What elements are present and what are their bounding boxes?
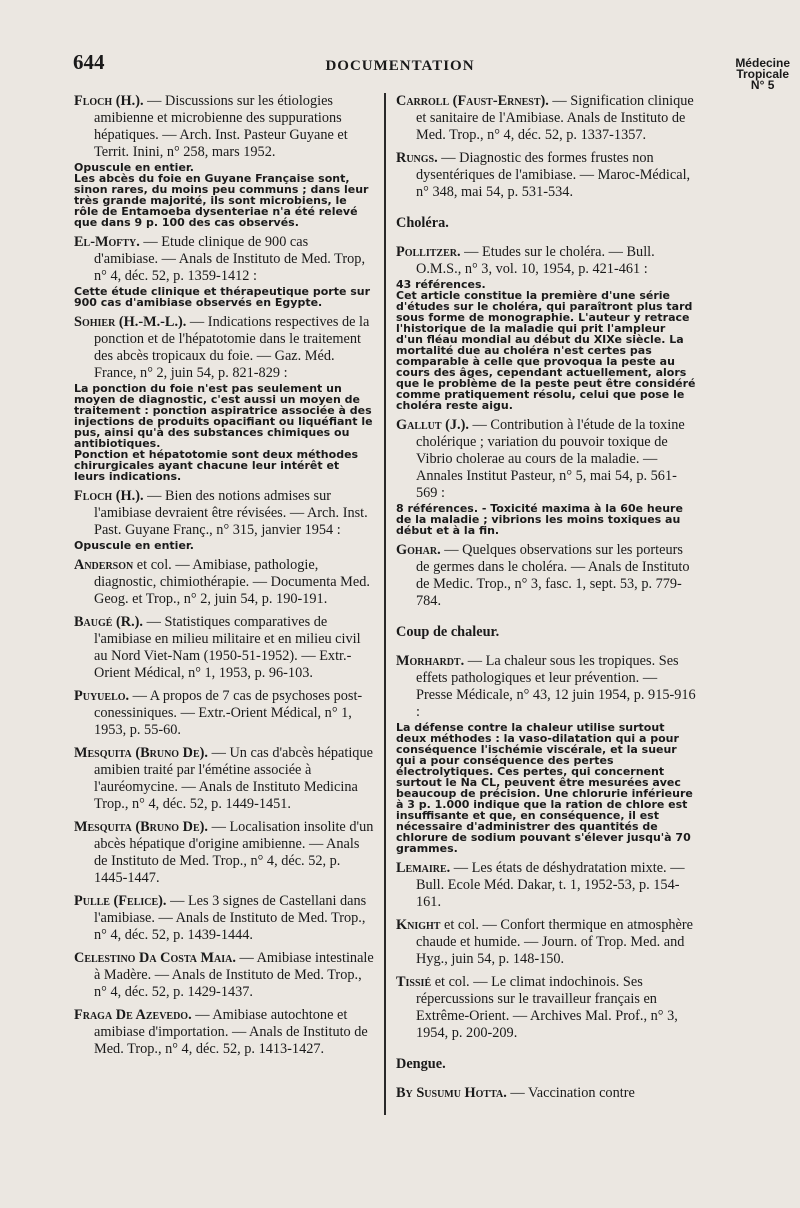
entry-text: — Les états de déshydratation mixte. — Bull. Ecole Méd. Dakar, t. 1, 1952-53, p. 154-161.	[416, 860, 685, 910]
right-entries-chaleur	[396, 653, 696, 1042]
entry-text: — Un cas d'abcès hépatique amibien traité par l'émétine associée à l'auréomycine. — Anals de Instituto Medicina Trop., n° 4, déc. 52, p. 1449-1451.	[94, 745, 373, 812]
citation	[74, 688, 374, 739]
page-number: 644	[73, 50, 105, 74]
bibliography-entry	[396, 860, 696, 911]
citation	[74, 93, 374, 161]
entry-text: — Localisation insolite d'un abcès hépatique d'origine amibienne. — Anals de Instituto de Med. Trop., n° 4, déc. 52, p. 1445-1447.	[94, 819, 374, 886]
section-heading-cholera: Choléra.	[396, 215, 449, 231]
entry-author: Gallut (J.).	[396, 417, 469, 433]
entry-author: By Susumu Hotta.	[396, 1085, 507, 1101]
page-header	[0, 0, 800, 100]
bibliography-entry	[396, 150, 696, 201]
citation	[396, 974, 696, 1042]
entry-author: Baugé (R.).	[74, 614, 143, 630]
entry-summary: Opuscule en entier.	[74, 539, 194, 552]
entry-author: Floch (H.).	[74, 93, 144, 109]
entry-text: — A propos de 7 cas de psychoses post-conessiniques. — Extr.-Orient Médical, n° 1, 1953, p. 55-60.	[94, 688, 363, 738]
entry-text: — Diagnostic des formes frustes non dysentériques de l'amibiase. — Maroc-Médical, n° 348, mai 54, p. 531-534.	[416, 150, 691, 200]
citation	[396, 917, 696, 968]
left-column	[74, 93, 374, 1064]
entry-text: — Quelques observations sur les porteurs de germes dans le choléra. — Anals de Instituto de Medic. Trop., n° 3, fasc. 1, sept. 53, p. 779-784.	[416, 542, 690, 609]
bibliography-entry	[74, 488, 374, 551]
bibliography-entry	[74, 614, 374, 682]
entry-text: — Discussions sur les étiologies amibienne et microbienne des suppurations hépatiques. — Arch. Inst. Pasteur Guyane et Territ. Inini, n° 258, mars 1952.	[94, 93, 348, 160]
entry-summary: La défense contre la chaleur utilise surtout deux méthodes : la vaso-dilatation qui a pour conséquence l'ischémie viscérale, et la sueur qui a pour conséquence des pertes électrolytiques. Ces pertes, qui concernent surtout le Na CL, peuvent être mesurées avec beaucoup de précision. Une chlorurie inférieure à 3 p. 1.000 indique que la ration de chlore est insuffisante et que, en conséquence, il est nécessaire d'administrer des quantités de chlorure de sodium pouvant s'élever jusqu'à 70 grammes.	[396, 721, 693, 855]
bibliography-entry	[74, 234, 374, 308]
citation	[74, 314, 374, 382]
running-title: DOCUMENTATION	[325, 58, 475, 74]
citation	[396, 653, 696, 721]
citation	[74, 893, 374, 944]
bibliography-entry	[74, 950, 374, 1001]
entry-author: Fraga De Azevedo.	[74, 1007, 192, 1023]
section-heading-coup-de-chaleur: Coup de chaleur.	[396, 624, 500, 640]
bibliography-entry	[396, 93, 696, 144]
entry-text: — La chaleur sous les tropiques. Ses effets pathologiques et leur prévention. — Presse Médicale, n° 43, 12 juin 1954, p. 915-916 :	[416, 653, 696, 720]
entry-text: et col. — Confort thermique en atmosphère chaude et humide. — Journ. of Trop. Med. and Hyg., juin 54, p. 148-150.	[416, 917, 693, 967]
bibliography-entry	[74, 557, 374, 608]
right-entries-dengue	[396, 1085, 696, 1102]
citation	[396, 860, 696, 911]
bibliography-entry	[74, 1007, 374, 1058]
entry-author: Anderson	[74, 557, 134, 573]
bibliography-entry	[74, 688, 374, 739]
citation	[74, 745, 374, 813]
bibliography-entry	[74, 745, 374, 813]
entry-text: — Amibiase autochtone et amibiase d'importation. — Anals de Instituto de Med. Trop., n° 4, déc. 52, p. 1413-1427.	[94, 1007, 368, 1057]
citation	[396, 1085, 696, 1102]
bibliography-entry	[396, 653, 696, 854]
entry-text: — Amibiase intestinale à Madère. — Anals de Instituto de Med. Trop., n° 4, déc. 52, p. 1429-1437.	[94, 950, 374, 1000]
entry-text: — Indications respectives de la ponction et de l'hépatotomie dans le traitement des abcès tropicaux du foie. — Gaz. Méd. France, n° 2, juin 54, p. 821-829 :	[94, 314, 370, 381]
entry-text: — Bien des notions admises sur l'amibiase devraient être révisées. — Arch. Inst. Past. Guyane Franç., n° 315, janvier 1954 :	[94, 488, 368, 538]
citation	[396, 542, 696, 610]
entry-text: — Etudes sur le choléra. — Bull. O.M.S., n° 3, vol. 10, 1954, p. 421-461 :	[416, 244, 655, 277]
entry-author: Mesquita (Bruno De).	[74, 745, 208, 761]
citation	[396, 93, 696, 144]
entry-author: Celestino Da Costa Maia.	[74, 950, 236, 966]
entry-summary: Opuscule en entier. Les abcès du foie en Guyane Française sont, sinon rares, du moins peu communs ; dans leur très grande majorité, ils sont microbiens, le rôle de Entamoeba dysenteriae n'a été relevé que dans 9 p. 100 des cas observés.	[74, 161, 369, 229]
journal-line-2: Tropicale	[736, 67, 789, 81]
bibliography-entry	[396, 1085, 696, 1102]
entry-summary: 8 références. - Toxicité maxima à la 60e heure de la maladie ; vibrions les moins toxiques au début et à la fin.	[396, 502, 683, 537]
entry-author: Knight	[396, 917, 441, 933]
entry-text: — Signification clinique et sanitaire de l'Amibiase. Anals de Instituto de Med. Trop., n° 4, déc. 52, p. 1337-1357.	[416, 93, 694, 143]
entry-author: Lemaire.	[396, 860, 451, 876]
bibliography-entry	[396, 244, 696, 411]
right-entries-cholera	[396, 244, 696, 610]
entry-text: et col. — Le climat indochinois. Ses répercussions sur le travailleur français en Extrême-Orient. — Archives Mal. Prof., n° 3, 1954, p. 200-209.	[416, 974, 678, 1041]
entry-author: Carroll (Faust-Ernest).	[396, 93, 549, 109]
citation	[74, 234, 374, 285]
entry-summary: Cette étude clinique et thérapeutique porte sur 900 cas d'amibiase observés en Egypte.	[74, 285, 371, 309]
citation	[74, 950, 374, 1001]
entry-author: Gohar.	[396, 542, 441, 558]
entry-author: Rungs.	[396, 150, 438, 166]
entry-text: — Statistiques comparatives de l'amibiase en milieu militaire et en milieu civil au Nord Viet-Nam (1950-51-1952). — Extr.-Orient Médical, n° 1, 1953, p. 96-103.	[94, 614, 361, 681]
entry-text: — Les 3 signes de Castellani dans l'amibiase. — Anals de Instituto de Med. Trop., n° 4, déc. 52, p. 1439-1444.	[94, 893, 367, 943]
entry-author: Sohier (H.-M.-L.).	[74, 314, 187, 330]
column-divider	[384, 93, 386, 1115]
entry-author: Tissié	[396, 974, 432, 990]
journal-line-3: N° 5	[750, 78, 775, 92]
entry-summary: La ponction du foie n'est pas seulement un moyen de diagnostic, c'est aussi un moyen de traitement : ponction aspiratrice associée à des injections de produits opacifiant ou liquéfiant le pus, ainsi qu'à des substances chimiques ou antibiotiques. Ponction et hépatotomie sont deux méthodes chirurgicales ayant chacune leur intérêt et leurs indications.	[74, 382, 373, 483]
entry-summary: 43 références. Cet article constitue la première d'une série d'études sur le choléra, qui paraîtront plus tard sous forme de monographie. L'auteur y retrace l'historique de la maladie qui prit l'ampleur d'un fléau mondial au début du XIXe siècle. La mortalité due au choléra n'est certes pas comparable à celle que provoqua la peste au cours des âges, cependant actuellement, alors que le problème de la peste peut être considéré comme pratiquement résolu, celui que pose le choléra reste aigu.	[396, 278, 696, 412]
citation	[74, 488, 374, 539]
entry-author: Floch (H.).	[74, 488, 144, 504]
citation	[74, 819, 374, 887]
citation	[396, 150, 696, 201]
bibliography-entry	[74, 819, 374, 887]
entry-text: et col. — Amibiase, pathologie, diagnostic, chimiothérapie. — Documenta Med. Geog. et Trop., n° 2, juin 54, p. 190-191.	[94, 557, 370, 607]
bibliography-entry	[74, 314, 374, 482]
entry-text: — Contribution à l'étude de la toxine cholérique ; variation du pouvoir toxique de Vibrio cholerae au cours de la maladie. — Annales Institut Pasteur, n° 5, mai 54, p. 561-569 :	[416, 417, 685, 501]
citation	[396, 417, 696, 502]
bibliography-entry	[396, 974, 696, 1042]
journal-line-1: Médecine	[735, 56, 790, 70]
bibliography-entry	[74, 93, 374, 228]
entry-author: Pollitzer.	[396, 244, 461, 260]
citation	[74, 614, 374, 682]
bibliography-entry	[396, 542, 696, 610]
entry-author: El-Mofty.	[74, 234, 140, 250]
entry-author: Puyuelo.	[74, 688, 130, 704]
bibliography-entry	[396, 917, 696, 968]
right-column	[396, 93, 696, 1108]
entry-text: — Etude clinique de 900 cas d'amibiase. — Anals de Instituto de Med. Trop, n° 4, déc. 52, p. 1359-1412 :	[94, 234, 366, 284]
entry-text: — Vaccination contre	[506, 1085, 635, 1101]
entry-author: Morhardt.	[396, 653, 465, 669]
entry-author: Mesquita (Bruno De).	[74, 819, 208, 835]
citation	[74, 557, 374, 608]
bibliography-entry	[74, 893, 374, 944]
right-entries-amibiase	[396, 93, 696, 201]
section-heading-dengue: Dengue.	[396, 1056, 446, 1072]
journal-label	[735, 58, 790, 91]
citation	[396, 244, 696, 278]
bibliography-entry	[396, 417, 696, 536]
citation	[74, 1007, 374, 1058]
entry-author: Pulle (Felice).	[74, 893, 167, 909]
